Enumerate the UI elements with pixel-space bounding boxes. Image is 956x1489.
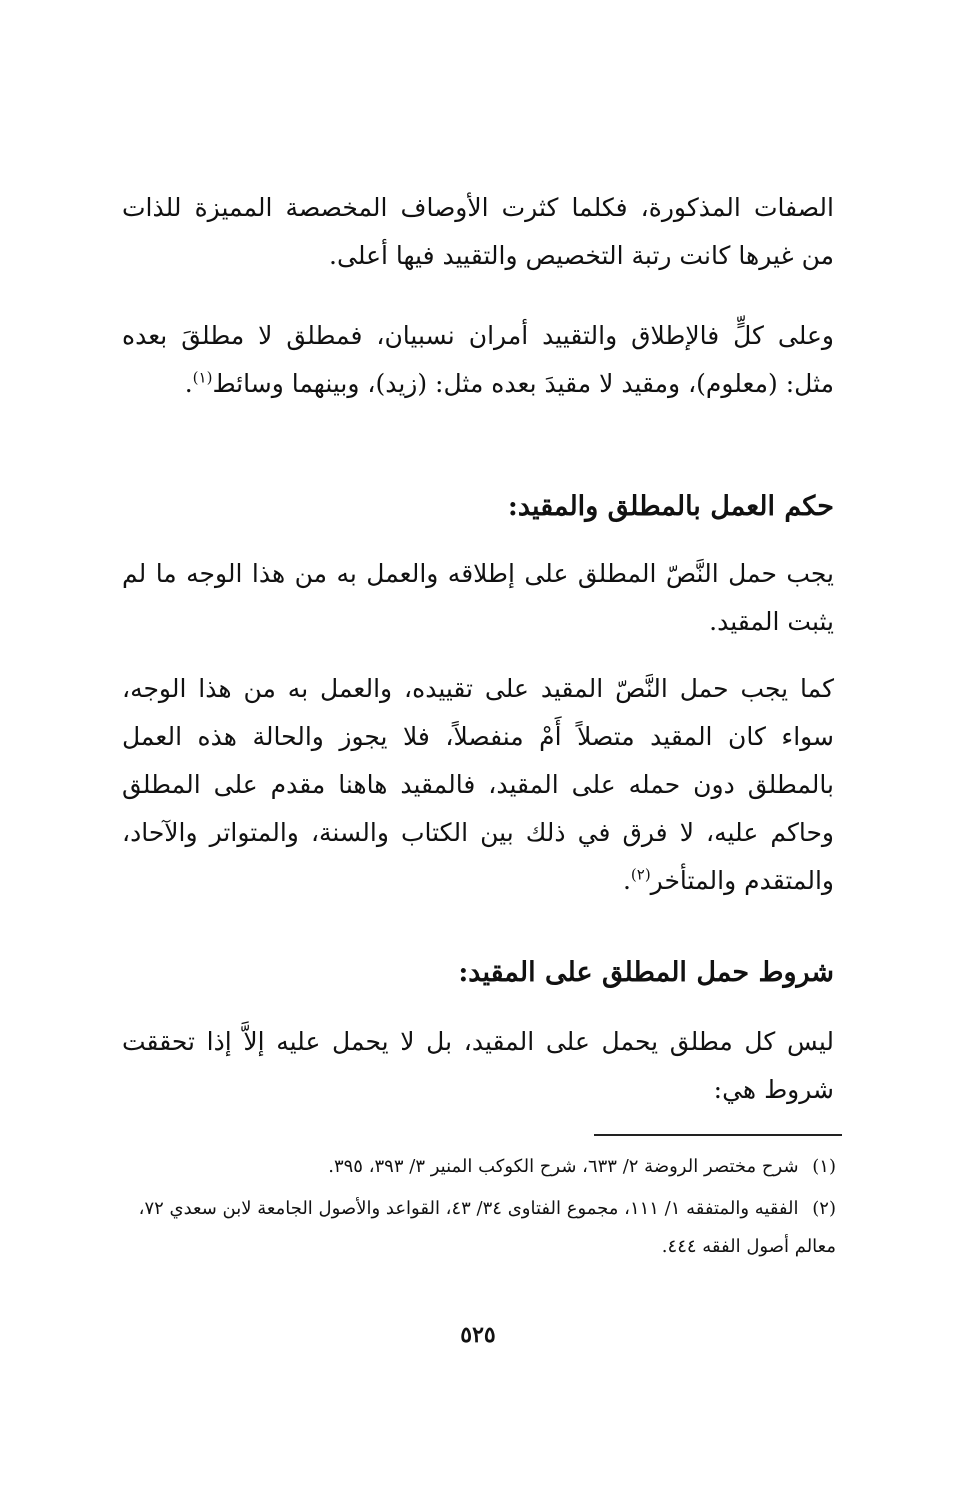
paragraph-4-end: . bbox=[622, 866, 631, 895]
paragraph-4-text: كما يجب حمل النَّصّ المقيد على تقييده، والعمل به من هذا الوجه، سواء كان المقيد متصلاً أَمْ منفصلاً، فلا يجوز والحالة هذه العمل بالمطلق دون حمله على المقيد، فالمقيد هاهنا مقدم على المطلق وحاكم عليه، لا فرق في ذلك بين الكتاب والسنة، والمتواتر والآحاد، والمتقدم والمتأخر bbox=[122, 674, 835, 895]
paragraph-3 bbox=[122, 550, 834, 646]
footnote-2-text: الفقيه والمتفقه ١/ ١١١، مجموع الفتاوى ٣٤/ ٤٣، القواعد والأصول الجامعة لابن سعدي ٧٢، معالم أصول الفقه ٤٤٤. bbox=[138, 1198, 836, 1257]
paragraph-3-text: يجب حمل النَّصّ المطلق على إطلاقه والعمل به من هذا الوجه ما لم يثبت المقيد. bbox=[122, 559, 834, 636]
paragraph-2-end: . bbox=[184, 369, 193, 398]
page-number: ٥٢٥ bbox=[460, 1322, 496, 1348]
footnote-ref-1[interactable]: (١) bbox=[192, 368, 213, 387]
footnote-2 bbox=[116, 1190, 836, 1266]
section-heading-ruling: حكم العمل بالمطلق والمقيد: bbox=[507, 491, 834, 522]
paragraph-5-text: ليس كل مطلق يحمل على المقيد، بل لا يحمل عليه إلاَّ إذا تحققت شروط هي: bbox=[122, 1027, 834, 1104]
footnote-2-number: (٢) bbox=[812, 1198, 836, 1219]
paragraph-1-text: الصفات المذكورة، فكلما كثرت الأوصاف المخصصة المميزة للذات من غيرها كانت رتبة التخصيص والتقييد فيها أعلى. bbox=[122, 193, 834, 270]
footnote-divider bbox=[594, 1134, 842, 1136]
footnote-ref-2[interactable]: (٢) bbox=[630, 865, 651, 884]
paragraph-2-text: وعلى كلٍّ فالإطلاق والتقييد أمران نسبيان، فمطلق لا مطلقَ بعده مثل: (معلوم)، ومقيد لا مقيدَ بعده مثل: (زيد)، وبينهما وسائط bbox=[122, 321, 834, 398]
footnote-1-number: (١) bbox=[812, 1156, 836, 1177]
paragraph-5 bbox=[122, 1018, 834, 1114]
section-heading-conditions: شروط حمل المطلق على المقيد: bbox=[458, 957, 834, 988]
paragraph-2 bbox=[122, 312, 834, 408]
footnote-1-text: شرح مختصر الروضة ٢/ ٦٣٣، شرح الكوكب المنير ٣/ ٣٩٣، ٣٩٥. bbox=[328, 1156, 799, 1177]
paragraph-4 bbox=[122, 665, 834, 905]
paragraph-1 bbox=[122, 184, 834, 280]
footnote-1 bbox=[116, 1148, 836, 1186]
